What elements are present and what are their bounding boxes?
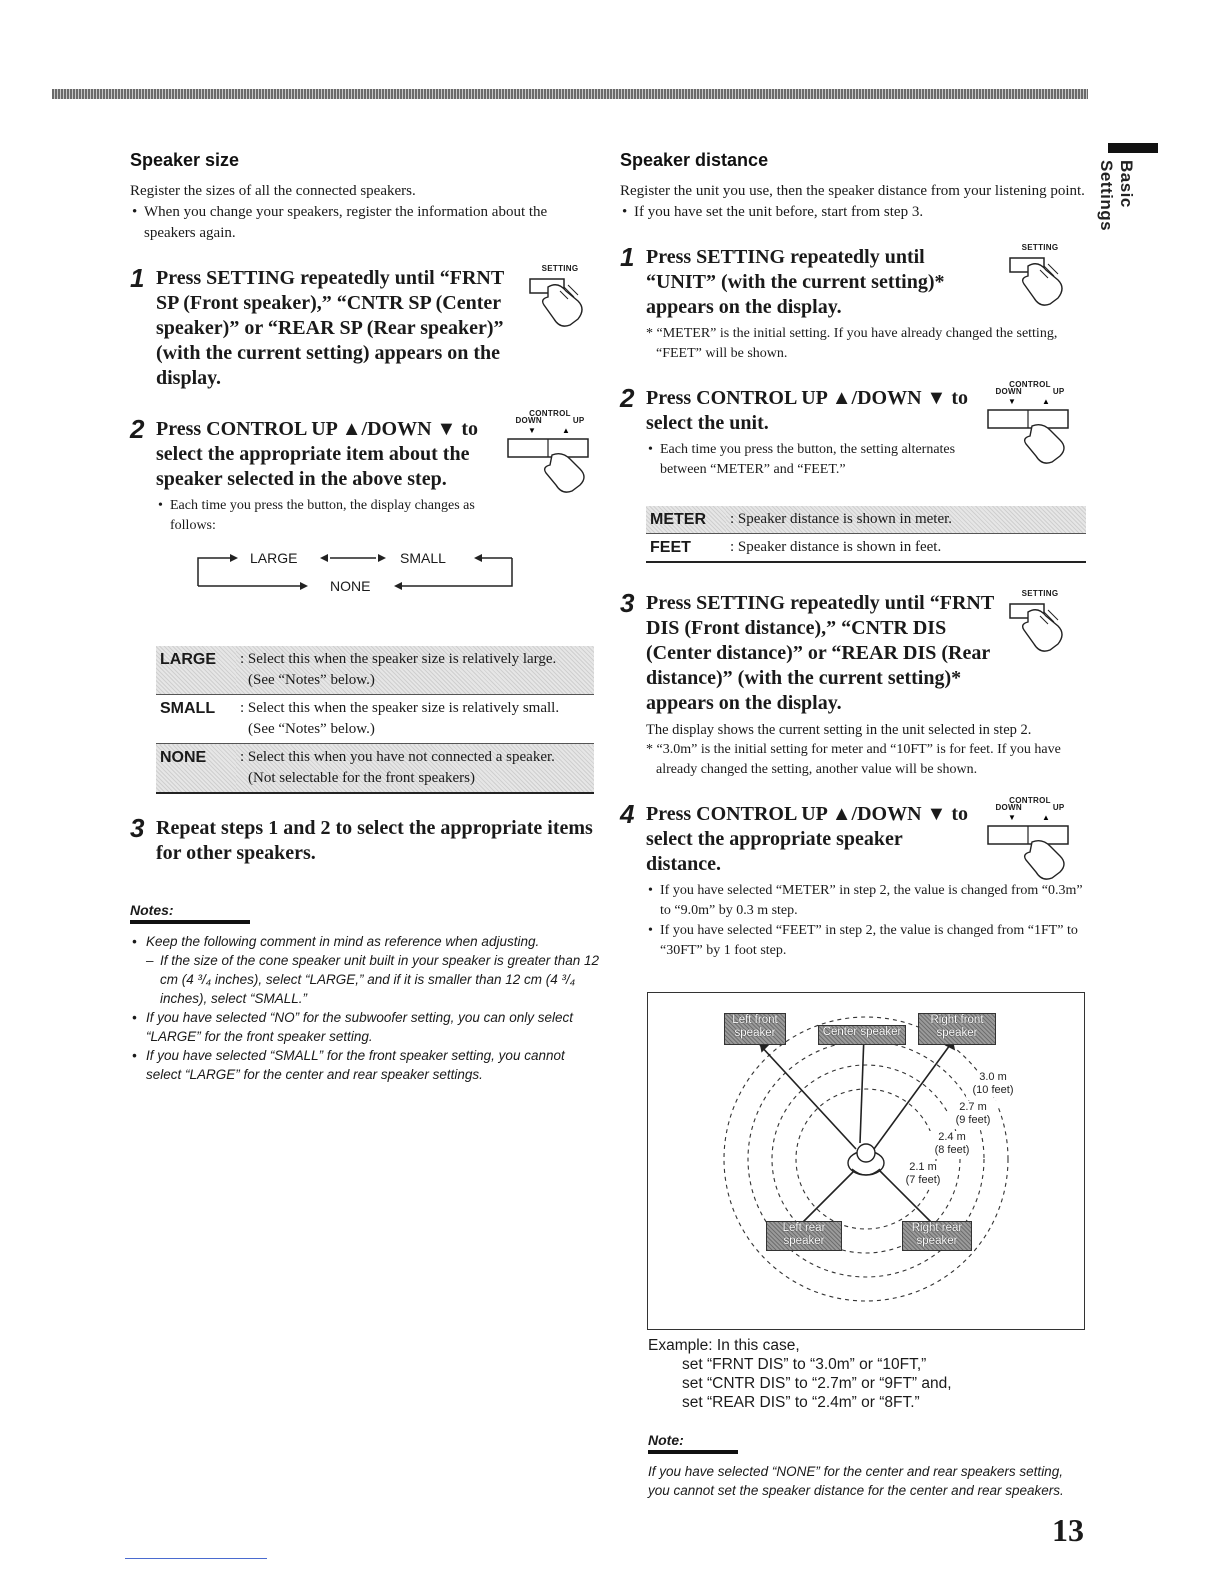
control-button-caption: CONTROL (529, 409, 571, 418)
step-3 (130, 813, 600, 866)
note-text: If you have selected “NONE” for the center and rear speakers setting, you cannot set the speaker distance for the center and rear speakers. (648, 1464, 1064, 1498)
control-button-caption: CONTROL (1009, 380, 1051, 389)
step-4 (620, 796, 1090, 961)
step-title: Press SETTING repeatedly until “UNIT” (with the current setting)* appears on the display. (646, 246, 945, 318)
unit-key: METER (646, 506, 726, 534)
note-item: • If you have selected “SMALL” for the front speaker setting, you cannot select “LARGE” for the center and rear speaker settings. (130, 1046, 600, 1084)
cycle-large: LARGE (250, 550, 298, 566)
speaker-size-section (130, 150, 600, 1084)
down-label: DOWN (995, 387, 1022, 396)
speaker-left-front: Left front speaker (724, 1013, 786, 1045)
step-1 (620, 242, 1090, 364)
example-line: Example: In this case, (648, 1337, 800, 1354)
up-label: UP (1052, 387, 1065, 396)
unit-table (646, 506, 1086, 563)
hand-press-control-icon (980, 812, 1080, 884)
top-rule (52, 89, 1088, 99)
control-button-caption: CONTROL (1009, 796, 1051, 805)
step-bullet: • If you have selected “METER” in step 2, the value is changed from “0.3m” to “9.0m” by 0.3 m step. (646, 881, 1090, 921)
distance-label-1: 3.0 m (10 feet) (966, 1071, 1020, 1097)
up-label: UP (1052, 803, 1065, 812)
down-label: DOWN (515, 416, 542, 425)
bullet-text: • When you change your speakers, register the information about the speakers again. (130, 202, 600, 244)
cycle-none: NONE (330, 578, 371, 594)
step-bullet: • If you have selected “FEET” in step 2, the value is changed from “1FT” to “30FT” by 1 foot step. (646, 921, 1090, 961)
step-title: Press CONTROL UP ▲/DOWN ▼ to select the appropriate speaker distance. (646, 803, 969, 875)
setting-button-figure (520, 264, 600, 334)
cycle-small: SMALL (400, 550, 446, 566)
footer-line (125, 1558, 267, 1559)
unit-options (646, 506, 1086, 563)
step-number: 3 (620, 588, 635, 618)
control-button-figure (980, 380, 1080, 470)
unit-desc: : Speaker distance is shown in meter. (726, 506, 1086, 534)
setting-button-caption: SETTING (541, 264, 579, 273)
step-body: The display shows the current setting in the unit selected in step 2. (646, 722, 1032, 738)
step-1 (130, 263, 600, 391)
hand-press-control-icon (500, 425, 600, 497)
distance-label-2: 2.7 m (9 feet) (948, 1101, 998, 1127)
speaker-left-rear: Left rear speaker (766, 1221, 842, 1251)
step-bullet: • Each time you press the button, the display changes as follows: (156, 496, 500, 536)
step-title: Press CONTROL UP ▲/DOWN ▼ to select the appropriate item about the speaker selected in the above step. (156, 418, 479, 490)
speaker-right-front: Right front speaker (918, 1013, 996, 1045)
distance-label-3: 2.4 m (8 feet) (928, 1131, 976, 1157)
step-number: 2 (620, 383, 635, 413)
option-sub: (See “Notes” below.) (248, 672, 375, 688)
svg-text:▼: ▼ (1008, 813, 1016, 822)
setting-button-figure (1000, 243, 1080, 313)
step-3 (620, 588, 1090, 780)
speaker-distance-diagram (647, 992, 1085, 1330)
up-label: UP (572, 416, 585, 425)
note-heading: Note: (648, 1432, 738, 1454)
unit-row (646, 534, 1086, 563)
svg-text:▼: ▼ (1008, 397, 1016, 406)
example-line: set “REAR DIS” to “2.4m” or “8FT.” (682, 1394, 920, 1411)
speaker-right-rear: Right rear speaker (902, 1221, 972, 1251)
step-title: Press SETTING repeatedly until “FRNT SP (Front speaker),” “CNTR SP (Center speaker)” or “REAR SP (Rear speaker)” (with the current setting) appears on the display. (156, 267, 504, 389)
intro-text: Register the sizes of all the connected speakers. (130, 183, 416, 199)
speaker-center: Center speaker (818, 1025, 906, 1045)
example-block (648, 1336, 1088, 1412)
side-section-label: Basic Settings (1097, 160, 1136, 232)
notes-heading: Notes: (130, 902, 250, 924)
hand-press-control-icon (980, 396, 1080, 468)
step-bullet: • Each time you press the button, the setting alternates between “METER” and “FEET.” (646, 440, 980, 480)
option-key: NONE (156, 744, 236, 794)
distance-label-4: 2.1 m (7 feet) (900, 1161, 946, 1187)
section-title: Speaker size (130, 150, 240, 170)
option-sub: (Not selectable for the front speakers) (248, 770, 475, 786)
step-2 (130, 409, 600, 536)
example-line: set “FRNT DIS” to “3.0m” or “10FT,” (682, 1356, 927, 1373)
bullet-text: • If you have set the unit before, start from step 3. (620, 202, 1090, 223)
option-key: SMALL (160, 700, 216, 717)
speaker-distance-section (620, 150, 1090, 961)
unit-key: FEET (650, 539, 691, 556)
svg-text:▼: ▼ (528, 426, 536, 435)
notes-block (130, 902, 600, 1084)
intro-text: Register the unit you use, then the speaker distance from your listening point. (620, 183, 1085, 199)
step-title: Press SETTING repeatedly until “FRNT DIS (Front distance),” “CNTR DIS (Center distance)” or “REAR DIS (Rear distance)” (with the current setting)* appears on the display. (646, 592, 994, 714)
step-number: 1 (620, 242, 635, 272)
option-key: LARGE (156, 646, 236, 695)
section-title: Speaker distance (620, 150, 769, 170)
step-2 (620, 380, 1090, 480)
step-note: * “3.0m” is the initial setting for meter and “10FT” is for feet. If you have already changed the setting, another value will be shown. (646, 742, 1061, 777)
svg-text:▲: ▲ (562, 426, 570, 435)
step-number: 3 (130, 813, 145, 843)
page-number: 13 (1052, 1512, 1084, 1548)
step-title: Press CONTROL UP ▲/DOWN ▼ to select the unit. (646, 387, 969, 434)
example-line: set “CNTR DIS” to “2.7m” or “9FT” and, (682, 1375, 952, 1392)
down-label: DOWN (995, 803, 1022, 812)
listener-icon (848, 1144, 884, 1175)
option-row (156, 744, 594, 794)
setting-button-figure (1000, 589, 1080, 659)
setting-button-caption: SETTING (1021, 589, 1059, 598)
option-row (156, 646, 594, 695)
option-desc: : Select this when you have not connected a speaker. (240, 749, 555, 765)
option-sub: (See “Notes” below.) (248, 721, 375, 737)
unit-desc: : Speaker distance is shown in feet. (730, 539, 942, 555)
option-desc: : Select this when the speaker size is relatively large. (240, 651, 557, 667)
note-item: • Keep the following comment in mind as reference when adjusting. (130, 932, 600, 951)
step-number: 1 (130, 263, 145, 293)
side-tab-marker (1108, 143, 1158, 153)
step-note: * “METER” is the initial setting. If you have already changed the setting, “FEET” will be shown. (646, 326, 1058, 361)
option-row (156, 695, 594, 744)
option-desc: : Select this when the speaker size is relatively small. (240, 700, 560, 716)
svg-text:▲: ▲ (1042, 813, 1050, 822)
control-button-figure (500, 409, 600, 499)
hand-press-icon (1000, 598, 1080, 658)
step-number: 4 (620, 799, 635, 829)
step-number: 2 (130, 414, 145, 444)
svg-text:▲: ▲ (1042, 397, 1050, 406)
options-table (156, 646, 594, 794)
setting-button-caption: SETTING (1021, 243, 1059, 252)
unit-row (646, 506, 1086, 534)
note-item: • If you have selected “NO” for the subwoofer setting, you can only select “LARGE” for the front speaker setting. (130, 1008, 600, 1046)
note-subitem: – If the size of the cone speaker unit built in your speaker is greater than 12 cm (4 ³/₄ inches), select “LARGE,” and if it is smaller than 12 cm (4 ³/₄ inches), select “SMALL.” (130, 951, 600, 1008)
step-title: Repeat steps 1 and 2 to select the appropriate items for other speakers. (156, 817, 593, 864)
hand-press-icon (520, 273, 600, 333)
speaker-size-options (156, 646, 594, 794)
cycle-diagram (130, 544, 600, 616)
control-button-figure (980, 796, 1080, 886)
note-block (648, 1432, 1078, 1500)
hand-press-icon (1000, 252, 1080, 312)
